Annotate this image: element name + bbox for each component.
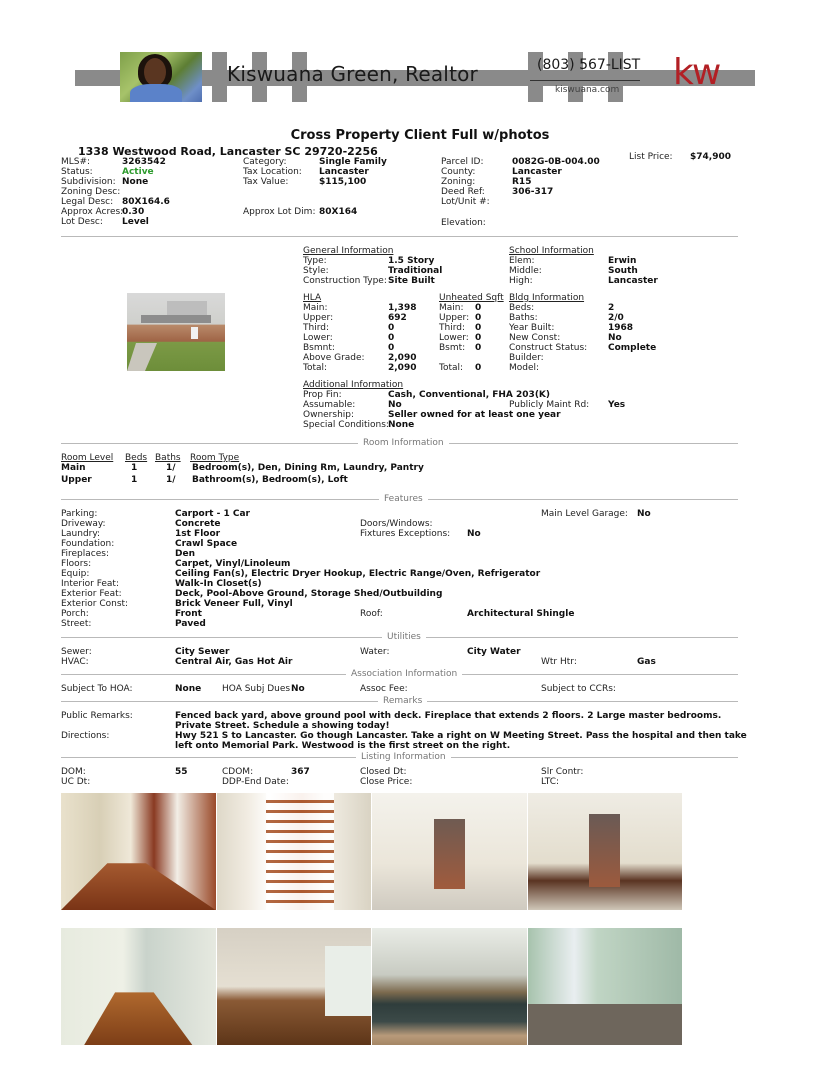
main-level-garage-label: Main Level Garage: xyxy=(541,509,628,519)
beds-header: Beds xyxy=(125,453,148,463)
construct-status-label: Construct Status: xyxy=(509,343,588,353)
kw-logo: kw xyxy=(673,52,720,93)
hla-main-value: 1,398 xyxy=(388,303,417,313)
floors-value: Carpet, Vinyl/Linoleum xyxy=(175,559,291,569)
water-value: City Water xyxy=(467,647,521,657)
interior-feat-value: Walk-In Closet(s) xyxy=(175,579,262,589)
beds-label: Beds: xyxy=(509,303,535,313)
unheated-lower-value: 0 xyxy=(475,333,482,343)
unheated-bsmt-label: Bsmt: xyxy=(439,343,466,353)
fixtures-exceptions-value: No xyxy=(467,529,481,539)
assumable-value: No xyxy=(388,400,402,410)
type-value: 1.5 Story xyxy=(388,256,435,266)
floors-label: Floors: xyxy=(61,559,92,569)
category-value: Single Family xyxy=(319,157,387,167)
unheated-bsmt-value: 0 xyxy=(475,343,482,353)
room-baths: 1/ xyxy=(166,463,176,473)
room-beds: 1 xyxy=(131,475,138,485)
type-label: Type: xyxy=(303,256,327,266)
property-address: 1338 Westwood Road, Lancaster SC 29720-2256 xyxy=(78,145,378,158)
street-value: Paved xyxy=(175,619,206,629)
laundry-value: 1st Floor xyxy=(175,529,221,539)
unheated-third-value: 0 xyxy=(475,323,482,333)
ownership-value: Seller owned for at least one year xyxy=(388,410,561,420)
publicly-maint-value: Yes xyxy=(608,400,626,410)
lot-dim-label: Approx Lot Dim: xyxy=(243,207,316,217)
hla-main-label: Main: xyxy=(303,303,328,313)
interior-feat-label: Interior Feat: xyxy=(61,579,119,589)
directions-line: left onto Memorial Park. Westwood is the first street on the right. xyxy=(175,741,511,751)
mls-number: 3263542 xyxy=(122,157,166,167)
lot-desc-value: Level xyxy=(122,217,149,227)
elem-value: Erwin xyxy=(608,256,637,266)
hla-bsmnt-value: 0 xyxy=(388,343,395,353)
green-bedroom-photo[interactable] xyxy=(528,928,684,1045)
porch-value: Front xyxy=(175,609,202,619)
hallway-wood-floor-photo[interactable] xyxy=(61,928,217,1045)
room-type: Bathroom(s), Bedroom(s), Loft xyxy=(192,475,348,485)
uc-dt-label: UC Dt: xyxy=(61,777,91,787)
hla-heading: HLA xyxy=(303,293,322,303)
water-label: Water: xyxy=(360,647,390,657)
bldg-info-heading: Bldg Information xyxy=(509,293,585,303)
water-heater-value: Gas xyxy=(637,657,656,667)
sewer-label: Sewer: xyxy=(61,647,92,657)
high-value: Lancaster xyxy=(608,276,658,286)
baths-value: 2/0 xyxy=(608,313,624,323)
listing-info-section-title: Listing Information xyxy=(356,752,451,762)
dom-label: DOM: xyxy=(61,767,86,777)
construction-type-value: Site Built xyxy=(388,276,435,286)
hla-lower-value: 0 xyxy=(388,333,395,343)
agent-phone: (803) 567-LIST xyxy=(537,57,641,73)
unheated-upper-value: 0 xyxy=(475,313,482,323)
exterior-feat-label: Exterior Feat: xyxy=(61,589,122,599)
beds-value: 2 xyxy=(608,303,615,313)
directions-label: Directions: xyxy=(61,731,110,741)
new-const-label: New Const: xyxy=(509,333,561,343)
deed-ref-label: Deed Ref: xyxy=(441,187,485,197)
driveway-value: Concrete xyxy=(175,519,221,529)
status-label: Status: xyxy=(61,167,93,177)
elevation-label: Elevation: xyxy=(441,218,486,228)
fixtures-exceptions-label: Fixtures Exceptions: xyxy=(360,529,451,539)
ddp-end-label: DDP-End Date: xyxy=(222,777,289,787)
room-baths: 1/ xyxy=(166,475,176,485)
additional-info-heading: Additional Information xyxy=(303,380,404,390)
baths-label: Baths: xyxy=(509,313,538,323)
hla-third-value: 0 xyxy=(388,323,395,333)
middle-value: South xyxy=(608,266,638,276)
school-info-heading: School Information xyxy=(509,246,594,256)
legal-desc-label: Legal Desc: xyxy=(61,197,114,207)
list-price-value: $74,900 xyxy=(690,152,731,162)
high-label: High: xyxy=(509,276,533,286)
room-beds: 1 xyxy=(131,463,138,473)
subdivision-value: None xyxy=(122,177,149,187)
construct-status-value: Complete xyxy=(608,343,657,353)
unheated-total-value: 0 xyxy=(475,363,482,373)
public-remarks-line: Private Street. Schedule a showing today! xyxy=(175,721,390,731)
divider xyxy=(530,80,640,81)
mls-label: MLS#: xyxy=(61,157,91,167)
hla-total-value: 2,090 xyxy=(388,363,417,373)
unheated-lower-label: Lower: xyxy=(439,333,469,343)
tax-location-value: Lancaster xyxy=(319,167,369,177)
doors-windows-label: Doors/Windows: xyxy=(360,519,433,529)
divider xyxy=(61,236,738,237)
roof-value: Architectural Shingle xyxy=(467,609,575,619)
water-heater-label: Wtr Htr: xyxy=(541,657,577,667)
hoa-value: None xyxy=(175,684,202,694)
main-level-garage-value: No xyxy=(637,509,651,519)
deed-ref-value: 306-317 xyxy=(512,187,554,197)
parcel-id-label: Parcel ID: xyxy=(441,157,484,167)
photo-row xyxy=(61,928,683,1045)
county-label: County: xyxy=(441,167,476,177)
ccrs-label: Subject to CCRs: xyxy=(541,684,616,694)
features-section-title: Features xyxy=(379,494,428,504)
parking-label: Parking: xyxy=(61,509,98,519)
unheated-heading: Unheated Sqft xyxy=(439,293,504,303)
room-type-header: Room Type xyxy=(190,453,240,463)
close-price-label: Close Price: xyxy=(360,777,413,787)
agent-website: kiswuana.com xyxy=(555,85,620,95)
style-label: Style: xyxy=(303,266,329,276)
approx-acres-label: Approx Acres: xyxy=(61,207,124,217)
exterior-feat-value: Deck, Pool-Above Ground, Storage Shed/Outbuilding xyxy=(175,589,443,599)
status-badge: Active xyxy=(122,167,154,177)
room-level: Upper xyxy=(61,475,92,485)
model-label: Model: xyxy=(509,363,540,373)
room-info-section-title: Room Information xyxy=(358,438,449,448)
builder-label: Builder: xyxy=(509,353,544,363)
unheated-upper-label: Upper: xyxy=(439,313,470,323)
room-level-header: Room Level xyxy=(61,453,114,463)
loft-view-fireplace-photo[interactable] xyxy=(528,793,684,910)
middle-label: Middle: xyxy=(509,266,542,276)
lot-unit-label: Lot/Unit #: xyxy=(441,197,490,207)
hvac-value: Central Air, Gas Hot Air xyxy=(175,657,293,667)
zoning-desc-label: Zoning Desc: xyxy=(61,187,121,197)
roof-label: Roof: xyxy=(360,609,383,619)
assoc-fee-label: Assoc Fee: xyxy=(360,684,408,694)
banner-bar xyxy=(212,52,227,102)
foundation-value: Crawl Space xyxy=(175,539,238,549)
report-title: Cross Property Client Full w/photos xyxy=(290,128,550,143)
hvac-label: HVAC: xyxy=(61,657,89,667)
county-value: Lancaster xyxy=(512,167,562,177)
assumable-label: Assumable: xyxy=(303,400,356,410)
sewer-value: City Sewer xyxy=(175,647,230,657)
hla-total-label: Total: xyxy=(303,363,328,373)
year-built-value: 1968 xyxy=(608,323,634,333)
style-value: Traditional xyxy=(388,266,443,276)
baths-header: Baths xyxy=(155,453,181,463)
exterior-const-value: Brick Veneer Full, Vinyl xyxy=(175,599,293,609)
unheated-main-value: 0 xyxy=(475,303,482,313)
hla-upper-label: Upper: xyxy=(303,313,334,323)
public-remarks-line: Fenced back yard, above ground pool with deck. Fireplace that extends 2 floors. 2 Large master bedrooms. xyxy=(175,711,722,721)
hoa-dues-label: HOA Subj Dues xyxy=(222,684,291,694)
photo-row xyxy=(61,793,683,910)
hla-upper-value: 692 xyxy=(388,313,407,323)
tax-value: $115,100 xyxy=(319,177,367,187)
foundation-label: Foundation: xyxy=(61,539,115,549)
construction-type-label: Construction Type: xyxy=(303,276,387,286)
above-grade-label: Above Grade: xyxy=(303,353,365,363)
special-conditions-value: None xyxy=(388,420,415,430)
laundry-label: Laundry: xyxy=(61,529,101,539)
new-const-value: No xyxy=(608,333,622,343)
lot-dim-value: 80X164 xyxy=(319,207,358,217)
agent-photo xyxy=(120,52,202,102)
directions-line: Hwy 521 S to Lancaster. Go though Lancaster. Take a right on W Meeting Street. Pass the hospital and then take xyxy=(175,731,747,741)
staircase-photo[interactable] xyxy=(217,793,373,910)
exterior-const-label: Exterior Const: xyxy=(61,599,129,609)
year-built-label: Year Built: xyxy=(509,323,555,333)
realtor-banner xyxy=(75,48,755,106)
porch-label: Porch: xyxy=(61,609,89,619)
dom-value: 55 xyxy=(175,767,188,777)
utilities-section-title: Utilities xyxy=(382,632,426,642)
room-level: Main xyxy=(61,463,86,473)
hla-third-label: Third: xyxy=(303,323,329,333)
zoning-label: Zoning: xyxy=(441,177,476,187)
category-label: Category: xyxy=(243,157,287,167)
hallway-staircase-photo[interactable] xyxy=(61,793,217,910)
ltc-label: LTC: xyxy=(541,777,560,787)
hla-bsmnt-label: Bsmnt: xyxy=(303,343,335,353)
ownership-label: Ownership: xyxy=(303,410,355,420)
parking-value: Carport - 1 Car xyxy=(175,509,250,519)
unheated-total-label: Total: xyxy=(439,363,464,373)
fireplace-great-room-photo[interactable] xyxy=(372,793,528,910)
fireplaces-value: Den xyxy=(175,549,195,559)
property-main-photo[interactable] xyxy=(127,293,225,371)
driveway-label: Driveway: xyxy=(61,519,106,529)
approx-acres-value: 0.30 xyxy=(122,207,145,217)
elem-label: Elem: xyxy=(509,256,535,266)
unheated-main-label: Main: xyxy=(439,303,464,313)
equip-label: Equip: xyxy=(61,569,90,579)
prop-fin-label: Prop Fin: xyxy=(303,390,342,400)
living-room-photo[interactable] xyxy=(217,928,373,1045)
general-info-heading: General Information xyxy=(303,246,394,256)
cdom-label: CDOM: xyxy=(222,767,254,777)
prop-fin-value: Cash, Conventional, FHA 203(K) xyxy=(388,390,551,400)
cdom-value: 367 xyxy=(291,767,310,777)
hla-lower-label: Lower: xyxy=(303,333,333,343)
agent-name: Kiswuana Green, Realtor xyxy=(227,62,478,86)
public-remarks-label: Public Remarks: xyxy=(61,711,133,721)
slr-contr-label: Slr Contr: xyxy=(541,767,584,777)
parcel-id-value: 0082G-0B-004.00 xyxy=(512,157,600,167)
remarks-section-title: Remarks xyxy=(378,696,427,706)
lot-desc-label: Lot Desc: xyxy=(61,217,103,227)
publicly-maint-label: Publicly Maint Rd: xyxy=(509,400,590,410)
special-conditions-label: Special Conditions: xyxy=(303,420,389,430)
list-price-label: List Price: xyxy=(629,152,673,162)
room-type: Bedroom(s), Den, Dining Rm, Laundry, Pantry xyxy=(192,463,424,473)
subdivision-label: Subdivision: xyxy=(61,177,116,187)
above-grade-value: 2,090 xyxy=(388,353,417,363)
hoa-label: Subject To HOA: xyxy=(61,684,133,694)
legal-desc-value: 80X164.6 xyxy=(122,197,170,207)
zoning-value: R15 xyxy=(512,177,532,187)
association-section-title: Association Information xyxy=(346,669,462,679)
equip-value: Ceiling Fan(s), Electric Dryer Hookup, Electric Range/Oven, Refrigerator xyxy=(175,569,541,579)
tax-location-label: Tax Location: xyxy=(243,167,302,177)
unheated-third-label: Third: xyxy=(439,323,465,333)
hoa-dues-value: No xyxy=(291,684,305,694)
above-ground-pool-photo[interactable] xyxy=(372,928,528,1045)
closed-dt-label: Closed Dt: xyxy=(360,767,407,777)
fireplaces-label: Fireplaces: xyxy=(61,549,109,559)
tax-value-label: Tax Value: xyxy=(243,177,289,187)
street-label: Street: xyxy=(61,619,92,629)
